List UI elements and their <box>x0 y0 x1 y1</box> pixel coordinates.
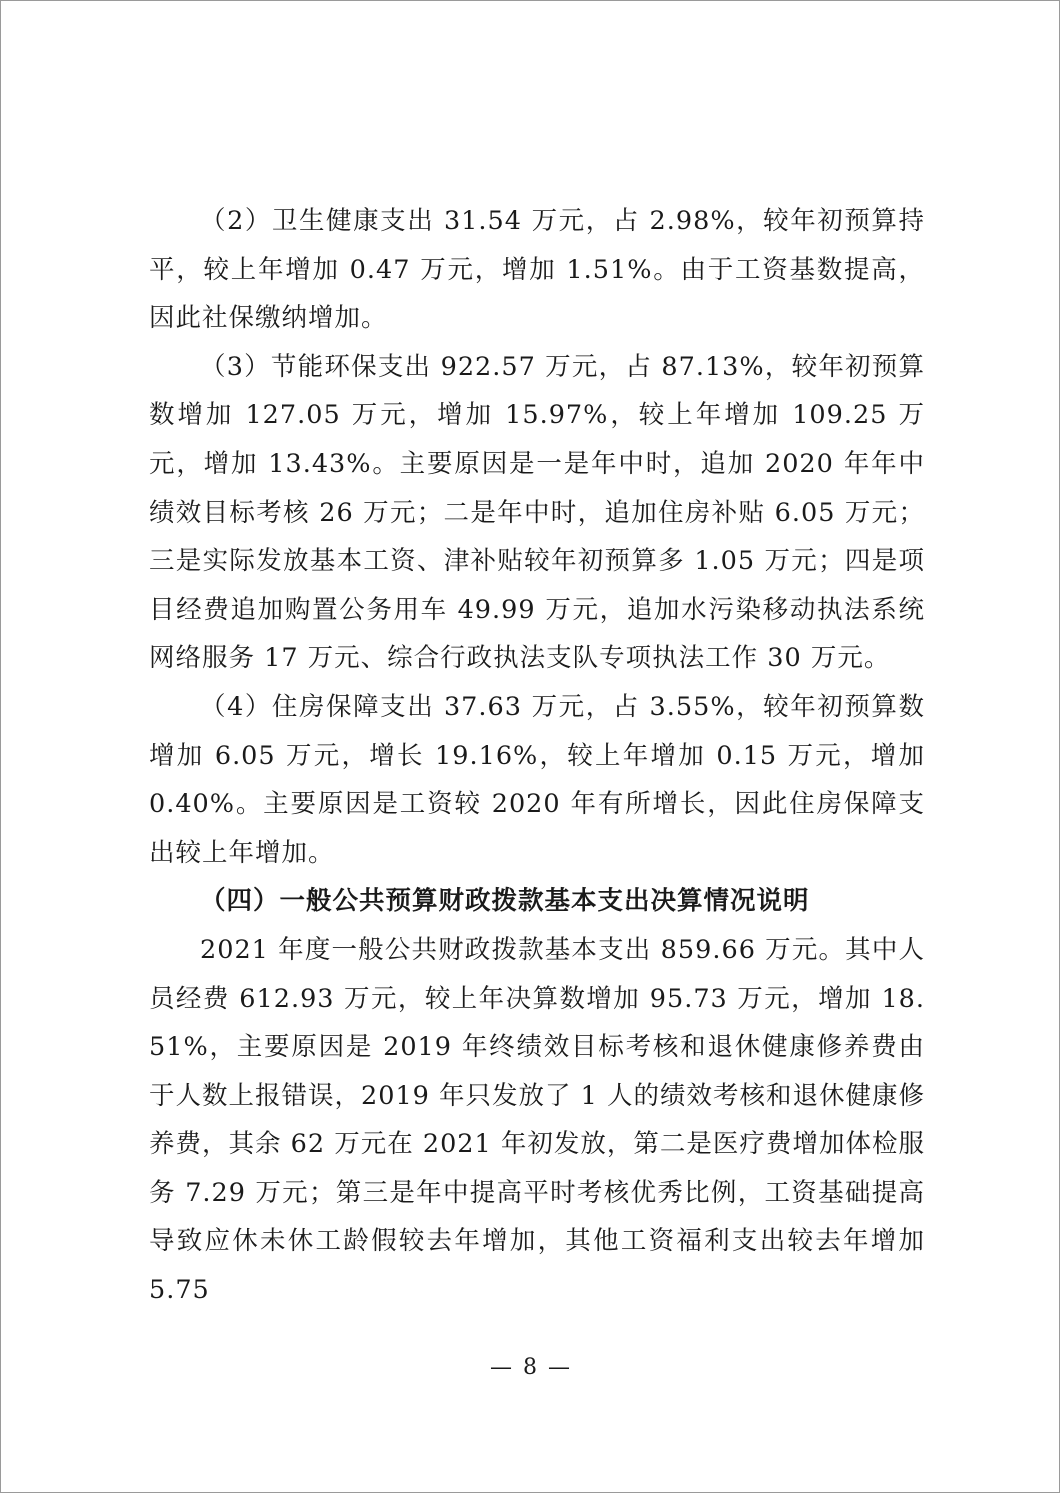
document-body <box>149 197 925 1315</box>
section-heading-basic-expenditure: （四）一般公共预算财政拨款基本支出决算情况说明 <box>200 886 810 917</box>
page-number: — 8 — <box>490 1355 572 1380</box>
paragraph-basic-expenditure: 2021 年度一般公共财政拨款基本支出 859.66 万元。其中人员经费 612.93 万元，较上年决算数增加 95.73 万元，增加 18.51%，主要原因是 2019 年终绩效目标考核和退休健康修养费由于人数上报错误，2019 年只发放了 1 人的绩效考核和退休健康修养费，其余 62 万元在 2021 年初发放，第二是医疗费增加体检服务 7.29 万元；第三是年中提高平时考核优秀比例，工资基础提高导致应休未休工龄假较去年增加，其他工资福利支出较去年增加 5.75 <box>149 934 925 1306</box>
paragraph-housing-expenditure: （4）住房保障支出 37.63 万元，占 3.55%，较年初预算数增加 6.05 万元，增长 19.16%，较上年增加 0.15 万元，增加 0.40%。主要原因是工资较 2020 年有所增长，因此住房保障支出较上年增加。 <box>149 691 925 868</box>
paragraph-health-expenditure: （2）卫生健康支出 31.54 万元，占 2.98%，较年初预算持平，较上年增加 0.47 万元，增加 1.51%。由于工资基数提高，因此社保缴纳增加。 <box>149 206 925 334</box>
paragraph-environmental-expenditure: （3）节能环保支出 922.57 万元，占 87.13%，较年初预算数增加 127.05 万元，增加 15.97%，较上年增加 109.25 万元，增加 13.43%。主要原因是一是年中时，追加 2020 年年中绩效目标考核 26 万元；二是年中时，追加住房补贴 6.05 万元；三是实际发放基本工资、津补贴较年初预算多 1.05 万元；四是项目经费追加购置公务用车 49.99 万元，追加水污染移动执法系统网络服务 17 万元、综合行政执法支队专项执法工作 30 万元。 <box>149 351 925 674</box>
